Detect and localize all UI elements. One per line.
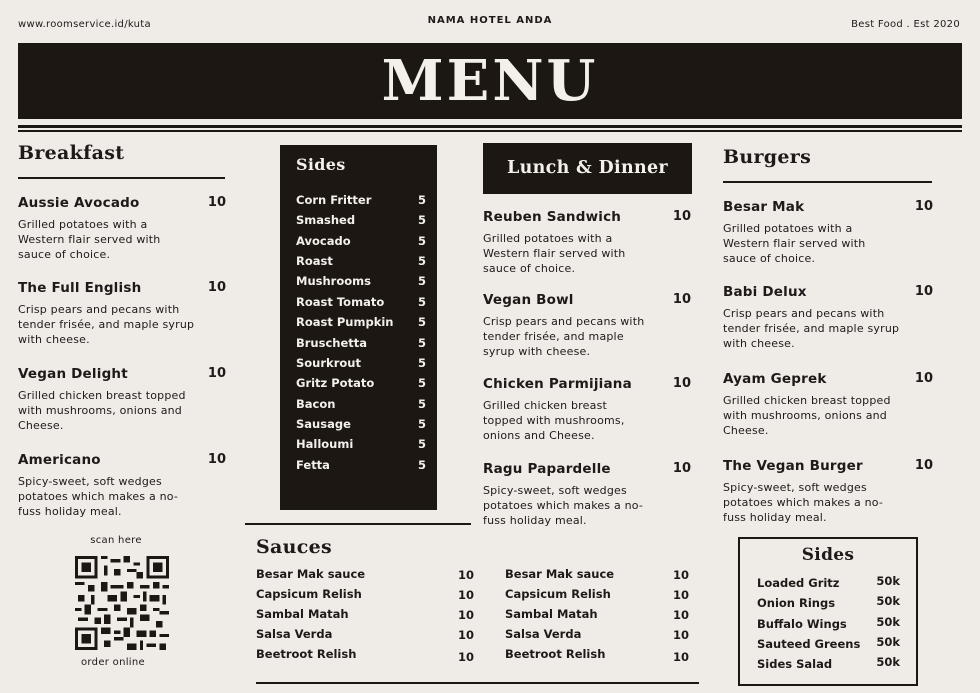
side-item: Roast Tomato 5 — [296, 295, 426, 309]
side-item: Gritz Potato 5 — [296, 376, 426, 390]
qr-code[interactable] — [75, 556, 169, 650]
qr-scan-label: scan here — [90, 535, 142, 546]
sauce-item: Beetroot Relish 10 — [256, 647, 474, 664]
divider — [18, 130, 962, 132]
sauce-item: Capsicum Relish 10 — [256, 587, 474, 602]
menu-item: The Full English 10 Crisp pears and pecans with tender frisée, and maple syrup with cheese. — [18, 280, 226, 346]
sauce-item: Beetroot Relish 10 — [505, 647, 689, 664]
breakfast-heading: Breakfast — [18, 142, 125, 164]
side-item: Avocado 5 — [296, 234, 426, 248]
side-item: Sausage 5 — [296, 417, 426, 431]
menu-item: Vegan Delight 10 Grilled chicken breast topped with mushrooms, onions and Cheese. — [18, 366, 226, 432]
hotel-name: NAMA HOTEL ANDA — [427, 15, 553, 26]
side-item: Roast Pumpkin 5 — [296, 315, 426, 329]
side-item: Smashed 5 — [296, 213, 426, 227]
tagline: Best Food . Est 2020 — [851, 19, 960, 30]
sauces-heading: Sauces — [256, 536, 333, 558]
sides-heading: Sides — [296, 155, 346, 174]
sauce-item: Besar Mak sauce 10 — [505, 567, 689, 582]
menu-item: Americano 10 Spicy-sweet, soft wedges potatoes which makes a no- fuss holiday meal. — [18, 452, 226, 518]
lunch-heading-box — [483, 143, 692, 194]
side-item: Bruschetta 5 — [296, 336, 426, 350]
side-item: Roast 5 — [296, 254, 426, 268]
website-url: www.roomservice.id/kuta — [18, 19, 151, 30]
menu-item: Besar Mak 10 Grilled potatoes with a Western flair served with sauce of choice. — [723, 199, 933, 265]
sauce-item: Besar Mak sauce 10 — [256, 567, 474, 582]
qr-order-label: order online — [81, 657, 145, 668]
side-item: Loaded Gritz 50k — [757, 574, 900, 590]
sauce-item: Sambal Matah 10 — [505, 607, 689, 622]
divider — [18, 177, 225, 179]
side-item: Mushrooms 5 — [296, 274, 426, 288]
side-item: Sourkrout 5 — [296, 356, 426, 370]
menu-title: MENU — [381, 48, 599, 114]
divider — [723, 181, 932, 183]
sides-box — [738, 537, 918, 686]
side-item: Corn Fritter 5 — [296, 193, 426, 207]
menu-item: Chicken Parmijiana 10 Grilled chicken breast topped with mushrooms, onions and Cheese. — [483, 376, 691, 442]
sauce-item: Salsa Verda 10 — [505, 627, 689, 642]
side-item: Halloumi 5 — [296, 437, 426, 451]
lunch-heading: Lunch & Dinner — [507, 158, 668, 178]
side-item: Fetta 5 — [296, 458, 426, 472]
side-item: Sauteed Greens 50k — [757, 635, 900, 651]
menu-item: Aussie Avocado 10 Grilled potatoes with a Western flair served with sauce of choice. — [18, 195, 226, 261]
menu-item: Babi Delux 10 Crisp pears and pecans with tender frisée, and maple syrup with cheese. — [723, 284, 933, 350]
sauce-item: Salsa Verda 10 — [256, 627, 474, 642]
side-item: Onion Rings 50k — [757, 594, 900, 610]
divider — [245, 523, 471, 525]
menu-item: Ragu Papardelle 10 Spicy-sweet, soft wedges potatoes which makes a no- fuss holiday meal. — [483, 461, 691, 527]
menu-item: Ayam Geprek 10 Grilled chicken breast topped with mushrooms, onions and Cheese. — [723, 371, 933, 437]
side-item: Bacon 5 — [296, 397, 426, 411]
sides-box-heading: Sides — [801, 545, 855, 565]
burgers-heading: Burgers — [723, 146, 812, 168]
menu-item: Reuben Sandwich 10 Grilled potatoes with a Western flair served with sauce of choice. — [483, 209, 691, 275]
side-item: Sides Salad 50k — [757, 655, 900, 671]
divider — [18, 125, 962, 128]
menu-item: The Vegan Burger 10 Spicy-sweet, soft wedges potatoes which makes a no- fuss holiday meal. — [723, 458, 933, 524]
side-item: Buffalo Wings 50k — [757, 615, 900, 631]
sauce-item: Capsicum Relish 10 — [505, 587, 689, 602]
sauce-item: Sambal Matah 10 — [256, 607, 474, 622]
menu-banner — [18, 43, 962, 119]
sides-panel — [280, 145, 437, 510]
divider — [256, 682, 699, 684]
menu-item: Vegan Bowl 10 Crisp pears and pecans with tender frisée, and maple syrup with cheese. — [483, 292, 691, 358]
